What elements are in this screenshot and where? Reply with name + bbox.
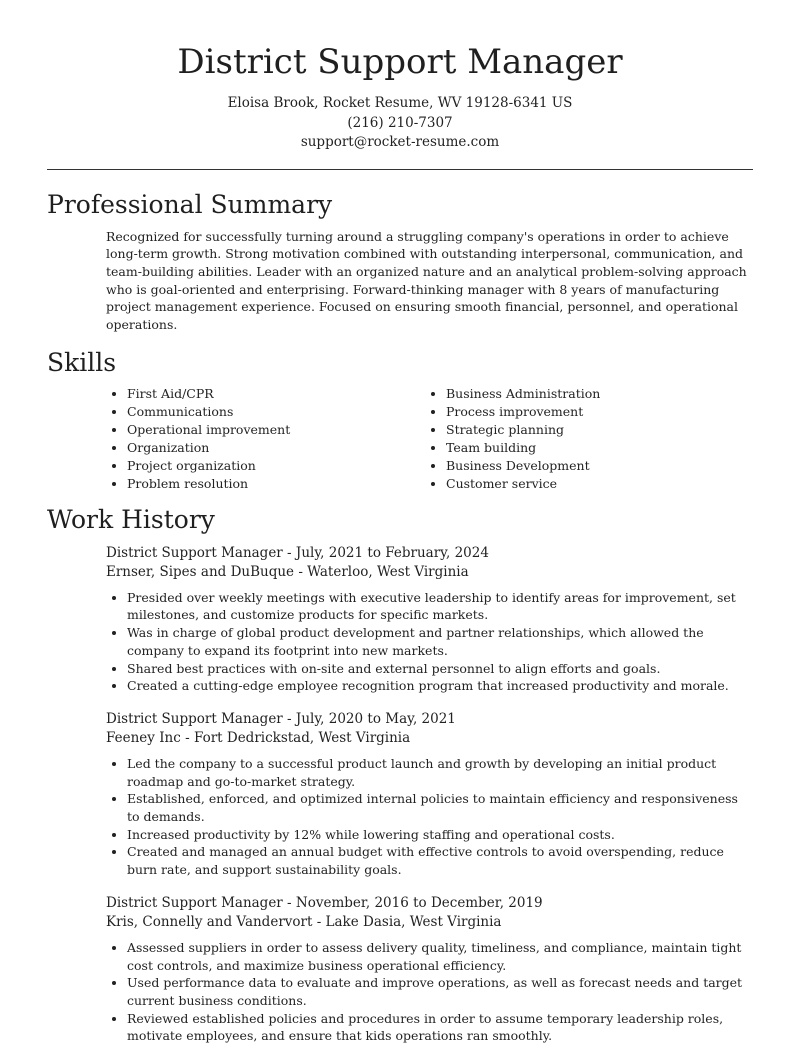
- skill-item: • Team building: [446, 439, 744, 457]
- job-bullet: • Used performance data to evaluate and improve operations, as well as forecast needs and target current business conditions.: [127, 974, 753, 1009]
- skill-item: • Project organization: [127, 457, 425, 475]
- skills-heading: Skills: [47, 347, 117, 377]
- job-company-location: Ernser, Sipes and DuBuque - Waterloo, West Virginia: [106, 564, 469, 581]
- job-bullet: • Created a cutting-edge employee recognition program that increased productivity and morale.: [127, 677, 753, 695]
- resume-header: [0, 0, 800, 153]
- job-company-location: Kris, Connelly and Vandervort - Lake Dasia, West Virginia: [106, 914, 502, 931]
- contact-phone: (216) 210-7307: [347, 114, 453, 131]
- skills-list: [106, 385, 753, 493]
- work-history-heading: Work History: [47, 504, 215, 534]
- skill-item: • Customer service: [446, 475, 744, 493]
- skill-item: • Strategic planning: [446, 421, 744, 439]
- job-bullet: • Led the company to a successful product launch and growth by developing an initial product roadmap and go-to-market strategy.: [127, 755, 753, 790]
- skill-item: • First Aid/CPR: [127, 385, 425, 403]
- contact-address: Eloisa Brook, Rocket Resume, WV 19128-6341 US: [227, 95, 573, 111]
- job-role-dates: District Support Manager - November, 2016 to December, 2019: [106, 894, 543, 911]
- skill-item: • Organization: [127, 439, 425, 457]
- skill-item: • Communications: [127, 403, 425, 421]
- job-bullet: • Shared best practices with on-site and external personnel to align efforts and goals.: [127, 660, 753, 678]
- job-bullet-list: [106, 939, 753, 1045]
- job-entry: [106, 710, 753, 879]
- contact-email: support@rocket-resume.com: [300, 134, 500, 150]
- job-bullet: • Assessed suppliers in order to assess delivery quality, timeliness, and compliance, maintain tight cost controls, and maximize business operational efficiency.: [127, 939, 753, 974]
- job-bullet: • Increased productivity by 12% while lowering staffing and operational costs.: [127, 826, 753, 844]
- job-bullet: • Was in charge of global product development and partner relationships, which allowed the company to expand its footprint into new markets.: [127, 624, 753, 659]
- summary-heading: Professional Summary: [47, 189, 333, 219]
- skill-item: • Process improvement: [446, 403, 744, 421]
- job-entry: [106, 544, 753, 695]
- job-role-dates: District Support Manager - July, 2020 to May, 2021: [106, 710, 456, 727]
- resume-name: District Support Manager: [177, 42, 623, 82]
- skill-item: • Problem resolution: [127, 475, 425, 493]
- job-role-dates: District Support Manager - July, 2021 to February, 2024: [106, 544, 489, 561]
- header-divider: [47, 169, 753, 170]
- job-bullet-list: [106, 755, 753, 879]
- job-bullet: • Reviewed established policies and procedures in order to assume temporary leadership roles, motivate employees, and ensure that kids operations ran smoothly.: [127, 1010, 753, 1045]
- skills-column-right: [425, 385, 744, 493]
- skill-item: • Operational improvement: [127, 421, 425, 439]
- job-bullet: • Established, enforced, and optimized internal policies to maintain efficiency and responsiveness to demands.: [127, 790, 753, 825]
- job-bullet-list: [106, 589, 753, 695]
- job-bullet: • Presided over weekly meetings with executive leadership to identify areas for improvement, set milestones, and customize products for specific markets.: [127, 589, 753, 624]
- job-entry: [106, 894, 753, 1045]
- skills-column-left: [106, 385, 425, 493]
- skill-item: • Business Development: [446, 457, 744, 475]
- job-bullet: • Created and managed an annual budget with effective controls to avoid overspending, reduce burn rate, and support sustainability goals.: [127, 843, 753, 878]
- summary-text: Recognized for successfully turning around a struggling company's operations in order to achieve long-term growth. Strong motivation combined with outstanding interpersonal, communication, and team-building abilities. Leader with an organized nature and an analytical problem-solving approach who is goal-oriented and enterprising. Forward-thinking manager with 8 years of manufacturing project management experience. Focused on ensuring smooth financial, personnel, and operational operations.: [106, 228, 747, 333]
- skill-item: • Business Administration: [446, 385, 744, 403]
- job-company-location: Feeney Inc - Fort Dedrickstad, West Virginia: [106, 730, 411, 747]
- contact-block: [0, 94, 800, 153]
